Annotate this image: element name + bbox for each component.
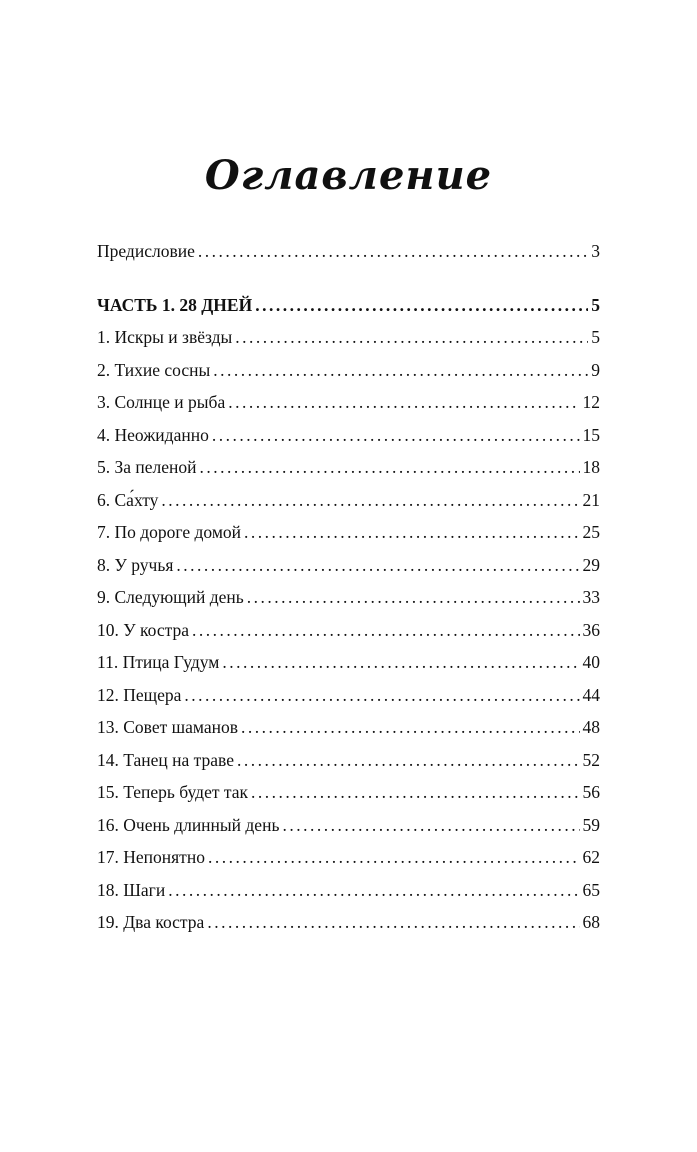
toc-entry <box>97 874 600 907</box>
toc-entry-page: 44 <box>582 684 600 705</box>
toc-entry-label: 8. У ручья <box>97 554 174 575</box>
toc-entry-page: 62 <box>582 847 600 867</box>
toc-entry-page: 68 <box>582 912 600 932</box>
toc-entry <box>97 321 600 354</box>
toc-entry-label: 6. Са́хту <box>97 489 159 510</box>
dot-leader <box>244 516 579 549</box>
dot-leader <box>168 874 579 907</box>
toc-entry <box>97 809 600 842</box>
toc-entry <box>97 484 600 517</box>
dot-leader <box>212 419 580 452</box>
toc-entry-page: 48 <box>582 717 600 737</box>
toc-entry-label: 10. У костра <box>97 619 189 640</box>
toc-entry-part <box>97 289 600 322</box>
toc-entry-label: 1. Искры и звёзды <box>97 327 233 347</box>
toc-entry <box>97 549 600 582</box>
page-title: Оглавление <box>204 152 493 199</box>
dot-leader <box>222 646 579 679</box>
toc-entry-page: 12 <box>582 392 600 412</box>
toc-entry <box>97 581 600 614</box>
toc-entry-label: 19. Два костра <box>97 912 205 932</box>
toc-entry-label: 15. Теперь будет так <box>97 782 248 802</box>
toc-entry-page: 56 <box>582 782 600 802</box>
toc-entry-page: 21 <box>582 489 600 510</box>
dot-leader <box>176 549 579 582</box>
toc-entry-page: 18 <box>582 457 600 477</box>
toc-page <box>0 152 697 1152</box>
toc-entry-label: Предисловие <box>97 241 195 261</box>
dot-leader <box>241 711 580 744</box>
dot-leader <box>251 776 580 809</box>
dot-leader <box>184 679 579 712</box>
toc-entry-page: 36 <box>582 619 600 640</box>
toc-entry <box>97 354 600 387</box>
dot-leader <box>255 289 588 322</box>
toc-entry-preface <box>97 235 600 268</box>
toc-entry-label: 18. Шаги <box>97 879 166 900</box>
toc-entry-page: 65 <box>582 879 600 900</box>
dot-leader <box>200 451 580 484</box>
dot-leader <box>161 484 579 517</box>
toc-entry-page: 29 <box>582 554 600 575</box>
toc-entry-label: ЧАСТЬ 1. 28 ДНЕЙ <box>97 294 253 315</box>
toc-entry-label: 4. Неожиданно <box>97 424 209 445</box>
toc-entry-page: 5 <box>591 327 600 347</box>
dot-leader <box>213 354 588 387</box>
toc-entry-label: 3. Солнце и рыба <box>97 392 226 412</box>
toc-entry <box>97 386 600 419</box>
toc-entry <box>97 841 600 874</box>
toc-entry-page: 3 <box>591 241 600 261</box>
toc-entry-page: 25 <box>582 522 600 542</box>
toc-entry-label: 12. Пещера <box>97 684 182 705</box>
dot-leader <box>207 906 579 939</box>
toc-entry-page: 5 <box>591 294 600 315</box>
toc-entry-page: 9 <box>591 359 600 380</box>
dot-leader <box>282 809 579 842</box>
toc-entry-label: 17. Непонятно <box>97 847 205 867</box>
toc-entry-label: 13. Совет шаманов <box>97 717 238 737</box>
toc-entry <box>97 711 600 744</box>
toc-entry-page: 40 <box>582 652 600 672</box>
toc-entry-label: 14. Танец на траве <box>97 749 234 770</box>
toc-entry-page: 59 <box>582 814 600 835</box>
toc-entry <box>97 614 600 647</box>
toc-entry-label: 9. Следующий день <box>97 587 244 607</box>
toc-entry <box>97 646 600 679</box>
toc-entry-page: 15 <box>582 424 600 445</box>
toc-entry-page: 52 <box>582 749 600 770</box>
toc-entry-label: 7. По дороге домой <box>97 522 242 542</box>
dot-leader <box>237 744 580 777</box>
toc-entry <box>97 679 600 712</box>
dot-leader <box>198 235 588 268</box>
toc-entry <box>97 516 600 549</box>
toc-entry <box>97 906 600 939</box>
table-of-contents <box>97 235 600 939</box>
dot-leader <box>192 614 580 647</box>
toc-entry <box>97 744 600 777</box>
dot-leader <box>235 321 588 354</box>
dot-leader <box>208 841 580 874</box>
toc-entry <box>97 776 600 809</box>
dot-leader <box>228 386 579 419</box>
toc-entry-label: 11. Птица Гудум <box>97 652 220 672</box>
toc-entry-page: 33 <box>582 587 600 607</box>
toc-entry <box>97 451 600 484</box>
toc-entry-label: 16. Очень длинный день <box>97 814 280 835</box>
toc-entry-label: 5. За пеленой <box>97 457 197 477</box>
dot-leader <box>247 581 580 614</box>
toc-entry-label: 2. Тихие сосны <box>97 359 211 380</box>
toc-entry <box>97 419 600 452</box>
